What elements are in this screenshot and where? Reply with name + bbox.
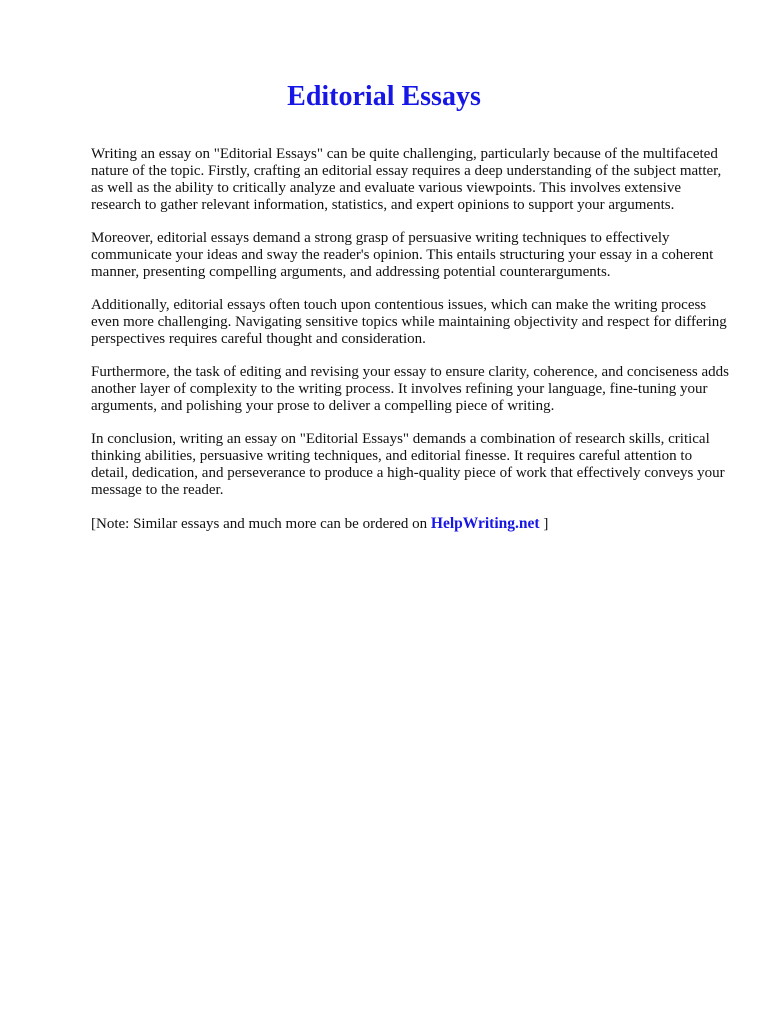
document-title: Editorial Essays <box>287 81 481 112</box>
note-suffix: ] <box>539 516 549 532</box>
note-prefix: [Note: Similar essays and much more can be ordered on <box>91 516 431 532</box>
note-paragraph <box>91 515 731 533</box>
paragraph-5: In conclusion, writing an essay on "Editorial Essays" demands a combination of research skills, critical thinking abilities, persuasive writing techniques, and editorial finesse. It requires careful attention to detail, dedication, and perseverance to produce a high-quality piece of work that effectively conveys your message to the reader. <box>91 431 725 498</box>
helpwriting-link[interactable]: HelpWriting.net <box>430 515 540 532</box>
paragraph-3: Additionally, editorial essays often touch upon contentious issues, which can make the writing process even more challenging. Navigating sensitive topics while maintaining objectivity and respect for differing perspectives requires careful thought and consideration. <box>91 297 727 347</box>
paragraph-4: Furthermore, the task of editing and revising your essay to ensure clarity, coherence, and conciseness adds another layer of complexity to the writing process. It involves refining your language, fine-tuning your arguments, and polishing your prose to deliver a compelling piece of writing. <box>91 364 729 414</box>
paragraph-1: Writing an essay on "Editorial Essays" can be quite challenging, particularly because of the multifaceted nature of the topic. Firstly, crafting an editorial essay requires a deep understanding of the subject matter, as well as the ability to critically analyze and evaluate various viewpoints. This involves extensive research to gather relevant information, statistics, and expert opinions to support your arguments. <box>91 146 722 213</box>
document-body <box>91 146 731 549</box>
paragraph-2: Moreover, editorial essays demand a strong grasp of persuasive writing techniques to effectively communicate your ideas and sway the reader's opinion. This entails structuring your essay in a coherent manner, presenting compelling arguments, and addressing potential counterarguments. <box>91 230 714 280</box>
